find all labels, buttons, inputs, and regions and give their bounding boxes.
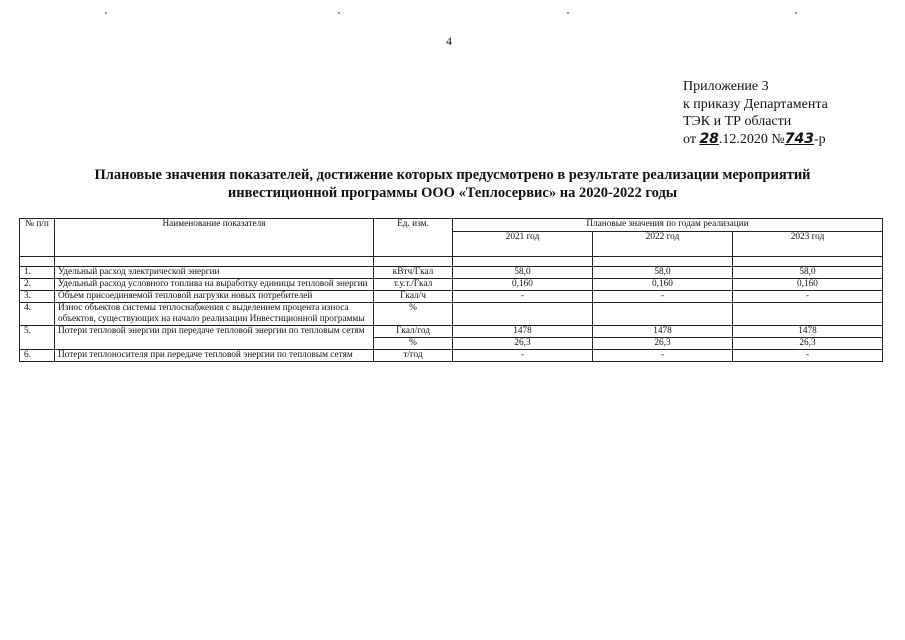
row-value (593, 303, 733, 326)
row-value: 1478 (733, 326, 883, 338)
date-prefix: от (683, 131, 696, 147)
row-value: 58,0 (453, 267, 593, 279)
row-unit: Гкал/год (374, 326, 453, 338)
title-line: инвестиционной программы ООО «Теплосервис» на 2020-2022 годы (227, 185, 678, 201)
row-num: 3. (20, 291, 55, 303)
row-unit: Гкал/ч (374, 291, 453, 303)
row-value: 58,0 (733, 267, 883, 279)
title-line: Плановые значения показателей, достижение которых предусмотрено в результате реализации мероприятий (94, 167, 811, 183)
appendix-block (683, 78, 828, 148)
table-row (20, 303, 883, 326)
scan-speck (795, 12, 797, 14)
table-row (20, 350, 883, 362)
row-unit: т.у.т./Гкал (374, 279, 453, 291)
appendix-line: к приказу Департамента (683, 96, 828, 112)
scan-speck (105, 12, 107, 14)
row-value: 0,160 (453, 279, 593, 291)
header-year: 2022 год (593, 232, 733, 257)
handwritten-order-number: 743 (784, 130, 815, 147)
row-name: Объем присоединяемой тепловой нагрузки новых потребителей (55, 291, 374, 303)
table-row (20, 267, 883, 279)
row-name: Износ объектов системы теплоснабжения с выделением процента износа объектов, существующих на начало реализации Инвестиционной программы (55, 303, 374, 326)
document-title (40, 166, 865, 202)
row-value: - (593, 291, 733, 303)
header-name: Наименование показателя (55, 219, 374, 257)
row-value: 0,160 (733, 279, 883, 291)
row-value: 1478 (593, 326, 733, 338)
table-row (20, 326, 883, 338)
indicators-table (19, 218, 883, 362)
header-plan: Плановые значения по годам реализации (453, 219, 883, 232)
row-value (453, 303, 593, 326)
row-value: 0,160 (593, 279, 733, 291)
row-name: Удельный расход условного топлива на выработку единицы тепловой энергии (55, 279, 374, 291)
row-value: 58,0 (593, 267, 733, 279)
header-row (20, 219, 883, 232)
handwritten-day: 28 (699, 130, 719, 147)
header-unit: Ед. изм. (374, 219, 453, 257)
row-value: 26,3 (733, 338, 883, 350)
appendix-date-line (683, 131, 828, 149)
row-num: 6. (20, 350, 55, 362)
table-row (20, 291, 883, 303)
date-rest: .12.2020 № (718, 131, 785, 147)
row-value (733, 303, 883, 326)
appendix-line: ТЭК и ТР области (683, 114, 792, 129)
header-year: 2021 год (453, 232, 593, 257)
row-value: 26,3 (593, 338, 733, 350)
row-name: Потери теплоносителя при передаче тепловой энергии по тепловым сетям (55, 350, 374, 362)
row-unit: % (374, 303, 453, 326)
table-row (20, 279, 883, 291)
row-num: 2. (20, 279, 55, 291)
row-value: 26,3 (453, 338, 593, 350)
row-value: - (593, 350, 733, 362)
row-value: - (733, 291, 883, 303)
row-value: - (453, 291, 593, 303)
row-num: 4. (20, 303, 55, 326)
row-name: Потери тепловой энергии при передаче тепловой энергии по тепловым сетям (55, 326, 374, 350)
row-value: - (453, 350, 593, 362)
appendix-line: Приложение 3 (683, 79, 769, 94)
header-year: 2023 год (733, 232, 883, 257)
scan-speck (338, 12, 340, 14)
row-value: - (733, 350, 883, 362)
row-value: 1478 (453, 326, 593, 338)
scan-speck (567, 12, 569, 14)
row-unit: т/год (374, 350, 453, 362)
row-name: Удельный расход электрической энергии (55, 267, 374, 279)
order-suffix: -р (814, 131, 826, 147)
header-num: № п/п (20, 219, 55, 257)
row-unit: кВтч/Гкал (374, 267, 453, 279)
row-num: 1. (20, 267, 55, 279)
row-num: 5. (20, 326, 55, 350)
row-unit: % (374, 338, 453, 350)
spacer-row (20, 257, 883, 267)
page-number: 4 (446, 34, 452, 48)
